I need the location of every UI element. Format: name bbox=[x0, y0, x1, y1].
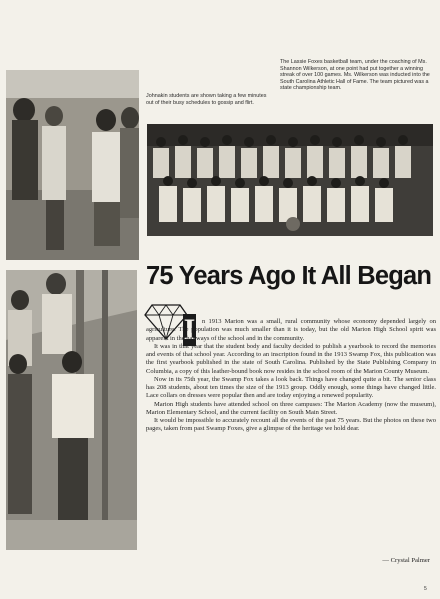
paragraph-3: Now in its 75th year, the Swamp Fox takes a look back. Things have changed quite a bit. The senior class has 208 students, about ten times the size of the 1913 group. Oddly enough, some things have changed little. Lace collars on dresses were popular then and are today enjoying a renewed popularity. bbox=[146, 375, 436, 400]
photo-basketball-team bbox=[147, 124, 433, 236]
page-number: 5 bbox=[424, 586, 427, 592]
paragraph-1: n 1913 Marion was a small, rural community whose economy depended largely on agriculture. The population was much smaller than it is today, but the old Marion High School spirit was apparent in the hallways of the school and in the community. bbox=[146, 318, 436, 342]
photo-school-boys bbox=[6, 270, 137, 550]
drop-cap: I bbox=[183, 313, 196, 346]
article-title: 75 Years Ago It All Began bbox=[146, 262, 432, 290]
paragraph-4: Marion High students have attended school on three campuses: The Marion Academy (now the museum), Marion Elementary School, and the current facility on South Main Street. bbox=[146, 400, 436, 416]
article-body bbox=[146, 318, 436, 434]
paragraph-5: It would be impossible to accurately recount all the events of the past 75 years. But the photos on these two pages, taken from past Swamp Foxes, give a glimpse of the heritage we hold dear. bbox=[146, 417, 436, 433]
caption-johnakin: Johnakin students are shown taking a few minutes out of their busy schedules to gossip and flirt. bbox=[146, 93, 267, 106]
caption-basketball-team: The Lassie Foxes basketball team, under the coaching of Ms. Shannon Wilkerson, at one point had put together a winning streak of over 100 games. Ms. Wilkerson was inducted into the South Carolina Athletic Hall of Fame. The team pictured was a state championship team. bbox=[280, 59, 430, 92]
paragraph-2: It was in that year that the student body and faculty decided to publish a yearbook to record the memories and events of that school year. According to an inscription found in the 1913 Swamp Fox, this publication was the first yearbook published in the state of South Carolina. Published by the State Publishing Company in Columbia, a copy of this leather-bound book now resides in the school room of the Marion County Museum. bbox=[146, 342, 436, 375]
photo-johnakin-students bbox=[6, 70, 139, 260]
author-signature: — Crystal Palmer bbox=[382, 557, 430, 564]
